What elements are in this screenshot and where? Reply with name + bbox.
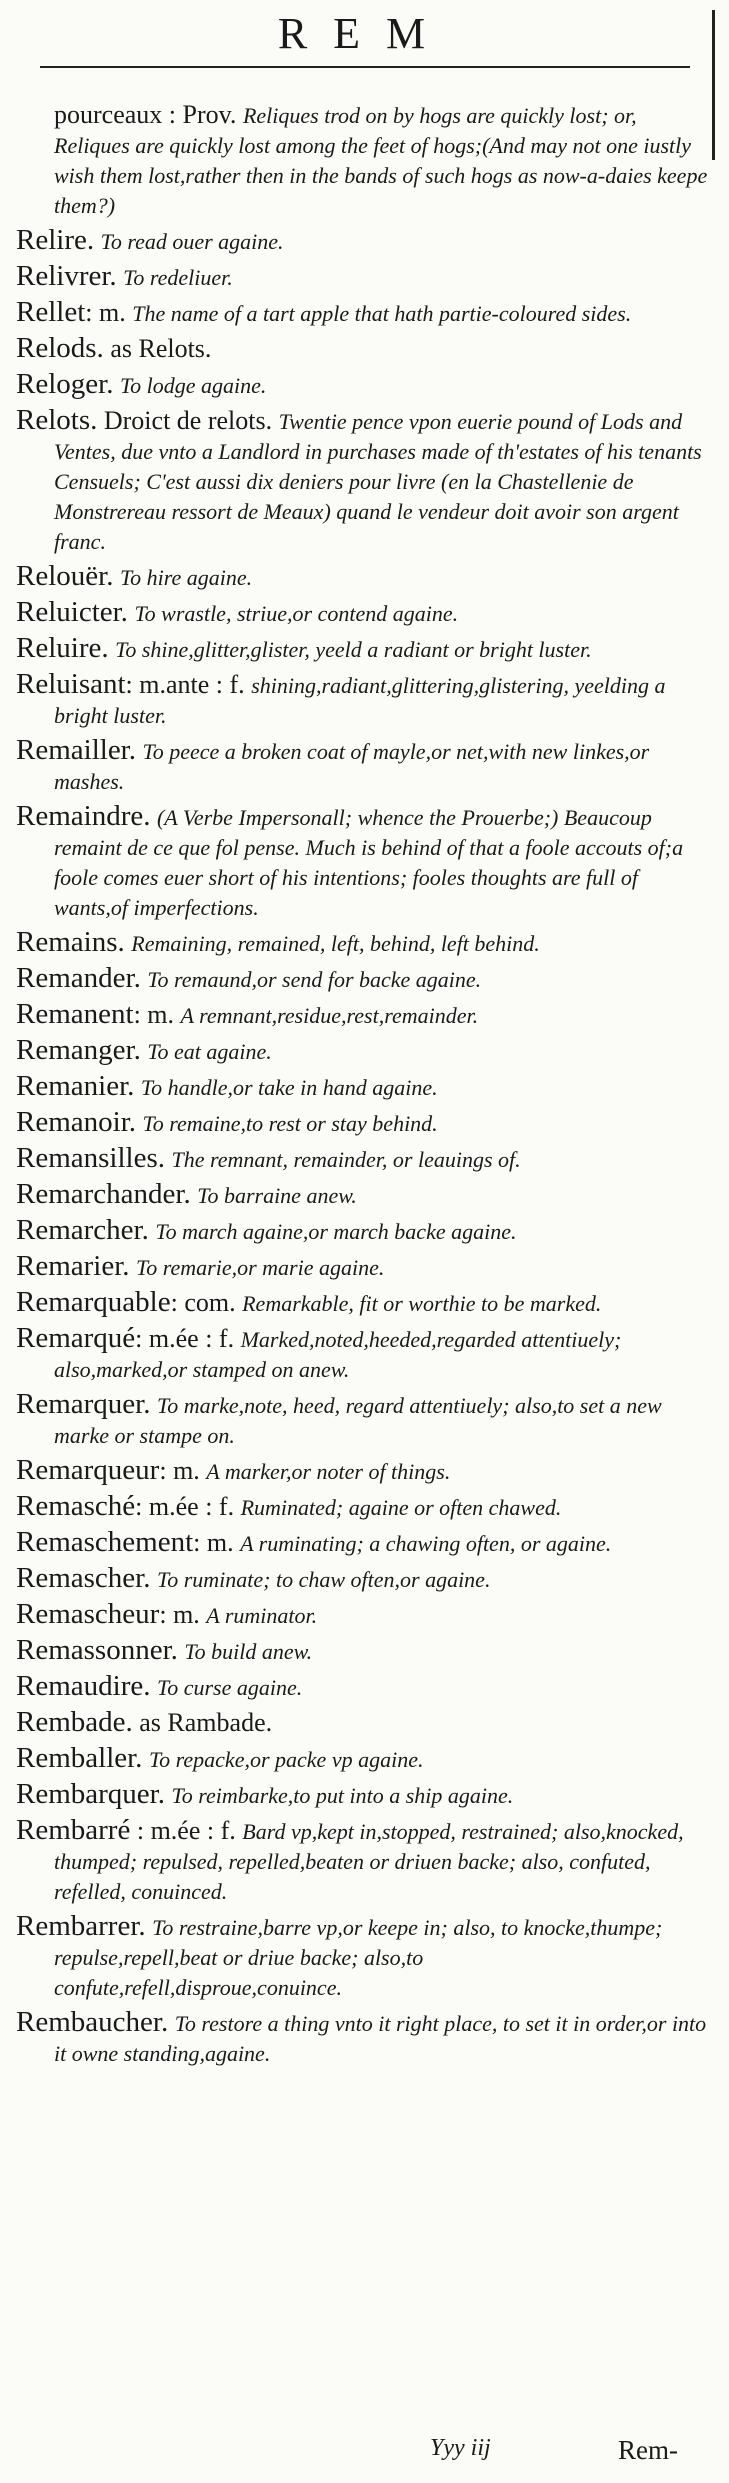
headword: Remascheur (16, 1598, 160, 1630)
definition: To lodge againe. (119, 373, 267, 398)
dictionary-entry (16, 670, 711, 730)
definition: To curse againe. (156, 1675, 303, 1700)
headword: Remanoir. (16, 1106, 137, 1138)
headword: Remarqueur (16, 1454, 160, 1486)
grammar-note: : m. (193, 1528, 241, 1557)
definition: A ruminator. (206, 1603, 318, 1628)
continued-entry: pourceaux : Prov. Reliques trod on by hogs are quickly lost; or, Reliques are quickly lost among the feet of hogs;(And may not one iustly wish them lost,rather then in the bands of such hogs as now-a-daies keepe them?) (54, 100, 708, 218)
signature-mark: Yyy iij (430, 2435, 491, 2461)
definition: (A Verbe Impersonall; whence the Prouerbe;) Beaucoup remaint de ce que fol pense. Much is behind of that a foole accouts of;a foole comes euer short of his intentions; fooles thoughts are full of wants,of imperfections. (54, 805, 684, 920)
margin-line (712, 10, 715, 160)
grammar-note: : m.ée : f. (135, 1324, 241, 1353)
definition: Twentie pence vpon euerie pound of Lods and Ventes, due vnto a Landlord in purchases made of th'estates of his tenants Censuels; C'est aussi dix deniers pour livre (en la Chastellenie de Monstrereau ressort de Meaux) quand le vendeur doit avoir son argent franc. (54, 409, 702, 554)
headword: Remarchander. (16, 1178, 191, 1210)
definition: To build anew. (184, 1639, 313, 1664)
definition: A ruminating; a chawing often, or againe. (240, 1531, 612, 1556)
headword: Remarquer. (16, 1388, 151, 1420)
headword: Remarqué (16, 1322, 136, 1354)
headword: Rembade. (16, 1706, 133, 1738)
grammar-note: : com. (170, 1288, 243, 1317)
headword: Remansilles. (16, 1142, 166, 1174)
dictionary-entry (16, 1816, 711, 1906)
dictionary-entry (16, 1492, 711, 1522)
dictionary-entry (16, 1912, 711, 2002)
headword: Relods. (16, 332, 104, 364)
headword: Remasché (16, 1490, 136, 1522)
grammar-note: : m.ante : f. (125, 670, 252, 699)
dictionary-entry (16, 1528, 711, 1558)
dictionary-entry (16, 1000, 711, 1030)
dictionary-entry (16, 370, 711, 400)
catchword: Rem- (618, 2435, 678, 2465)
dictionary-entry (16, 1672, 711, 1702)
headword: Remaindre. (16, 800, 151, 832)
headword: Remassonner. (16, 1634, 178, 1666)
dictionary-entry (16, 1144, 711, 1174)
headword: Remarquable (16, 1286, 171, 1318)
headword: Remanier. (16, 1070, 135, 1102)
dictionary-entry (16, 1252, 711, 1282)
entry-list (16, 100, 711, 2074)
definition: To repacke,or packe vp againe. (148, 1747, 424, 1772)
definition: To redeliuer. (123, 265, 233, 290)
dictionary-entry (16, 406, 711, 556)
headword: Remander. (16, 962, 141, 994)
headword: Relots. (16, 404, 98, 436)
dictionary-entry (16, 334, 711, 364)
definition: To restraine,barre vp,or keepe in; also, to knocke,thumpe; repulse,repell,beat or driue backe; also,to confute,refell,disproue,conuince. (54, 1915, 663, 2000)
dictionary-entry (16, 298, 711, 328)
headword: Relouër. (16, 560, 114, 592)
dictionary-entry (16, 736, 711, 796)
grammar-note: : m. (159, 1600, 207, 1629)
headword: Reluicter. (16, 596, 128, 628)
dictionary-entry (16, 562, 711, 592)
definition: To wrastle, striue,or contend againe. (134, 601, 459, 626)
definition: Remaining, remained, left, behind, left behind. (131, 931, 540, 956)
dictionary-entry (16, 1390, 711, 1450)
definition: A remnant,residue,rest,remainder. (180, 1003, 479, 1028)
dictionary-entry (16, 1180, 711, 1210)
headword: Remanger. (16, 1034, 141, 1066)
definition: To ruminate; to chaw often,or againe. (156, 1567, 491, 1592)
dictionary-entry (16, 1564, 711, 1594)
grammar-note: as Rambade. (132, 1708, 273, 1737)
definition: shining,radiant,glittering,glistering, yeelding a bright luster. (54, 673, 666, 728)
definition: A marker,or noter of things. (206, 1459, 451, 1484)
definition: To peece a broken coat of mayle,or net,with new linkes,or mashes. (54, 739, 650, 794)
definition: To remaine,to rest or stay behind. (142, 1111, 438, 1136)
definition: To eat againe. (147, 1039, 272, 1064)
dictionary-entry (16, 1216, 711, 1246)
headword: Remaschement (16, 1526, 194, 1558)
dictionary-entry (16, 964, 711, 994)
definition: The remnant, remainder, or leauings of. (171, 1147, 521, 1172)
grammar-note: Droict de relots. (97, 406, 279, 435)
dictionary-entry (16, 1744, 711, 1774)
definition: To restore a thing vnto it right place, to set it in order,or into it owne standing,againe. (54, 2011, 707, 2066)
dictionary-entry (16, 1780, 711, 1810)
definition: To marke,note, heed, regard attentiuely; also,to set a new marke or stampe on. (54, 1393, 662, 1448)
definition: Remarkable, fit or worthie to be marked. (242, 1291, 602, 1316)
headword: Remanent (16, 998, 134, 1030)
headword: Rembarquer. (16, 1778, 165, 1810)
dictionary-entry (16, 928, 711, 958)
definition: Bard vp,kept in,stopped, restrained; also,knocked, thumped; repulsed, repelled,beaten or driuen backe; also, confuted, refelled, conuinced. (54, 1819, 684, 1904)
dictionary-entry (16, 262, 711, 292)
headword: Rembaucher. (16, 2006, 169, 2038)
headword: Reluisant (16, 668, 126, 700)
headword: Reloger. (16, 368, 114, 400)
grammar-note: : m. (133, 1000, 181, 1029)
headword: Remascher. (16, 1562, 151, 1594)
definition: To shine,glitter,glister, yeeld a radiant or bright luster. (115, 637, 592, 662)
definition: To hire againe. (119, 565, 253, 590)
definition: To reimbarke,to put into a ship againe. (171, 1783, 514, 1808)
headword: Remballer. (16, 1742, 143, 1774)
headword: Relire. (16, 224, 95, 256)
headword: Relivrer. (16, 260, 117, 292)
definition: Ruminated; againe or often chawed. (240, 1495, 562, 1520)
headword: Rembarrer. (16, 1910, 146, 1942)
dictionary-entry (16, 2008, 711, 2068)
headword: Rembarré (16, 1814, 131, 1846)
headword: Remaudire. (16, 1670, 151, 1702)
dictionary-entry (16, 226, 711, 256)
headword: Rellet (16, 296, 86, 328)
definition: To march againe,or march backe againe. (155, 1219, 517, 1244)
headword: Remarier. (16, 1250, 130, 1282)
grammar-note: as Relots. (103, 334, 212, 363)
headword: Remarcher. (16, 1214, 149, 1246)
definition: To read ouer againe. (100, 229, 284, 254)
headword: Remains. (16, 926, 125, 958)
dictionary-entry (16, 1456, 711, 1486)
dictionary-entry (16, 1108, 711, 1138)
definition: Marked,noted,heeded,regarded attentiuely; also,marked,or stamped on anew. (54, 1327, 622, 1382)
definition: The name of a tart apple that hath partie-coloured sides. (132, 301, 632, 326)
dictionary-entry (16, 634, 711, 664)
definition: To handle,or take in hand againe. (140, 1075, 438, 1100)
headword: Reluire. (16, 632, 109, 664)
grammar-note: : m. (159, 1456, 207, 1485)
page-footer (0, 2435, 729, 2475)
dictionary-entry (16, 1072, 711, 1102)
dictionary-entry (16, 1036, 711, 1066)
dictionary-entry (16, 1600, 711, 1630)
dictionary-entry (16, 802, 711, 922)
page-header: REM (277, 9, 452, 58)
dictionary-entry (16, 598, 711, 628)
headword: Remailler. (16, 734, 136, 766)
definition: To remarie,or marie againe. (136, 1255, 385, 1280)
grammar-note: : m.ée : f. (130, 1816, 243, 1845)
definition: To barraine anew. (197, 1183, 357, 1208)
dictionary-entry (16, 1708, 711, 1738)
header-rule (40, 66, 690, 68)
dictionary-entry (16, 1636, 711, 1666)
grammar-note: : m.ée : f. (135, 1492, 235, 1521)
dictionary-entry (16, 1324, 711, 1384)
definition: To remaund,or send for backe againe. (147, 967, 482, 992)
grammar-note: : m. (85, 298, 133, 327)
dictionary-entry (16, 1288, 711, 1318)
